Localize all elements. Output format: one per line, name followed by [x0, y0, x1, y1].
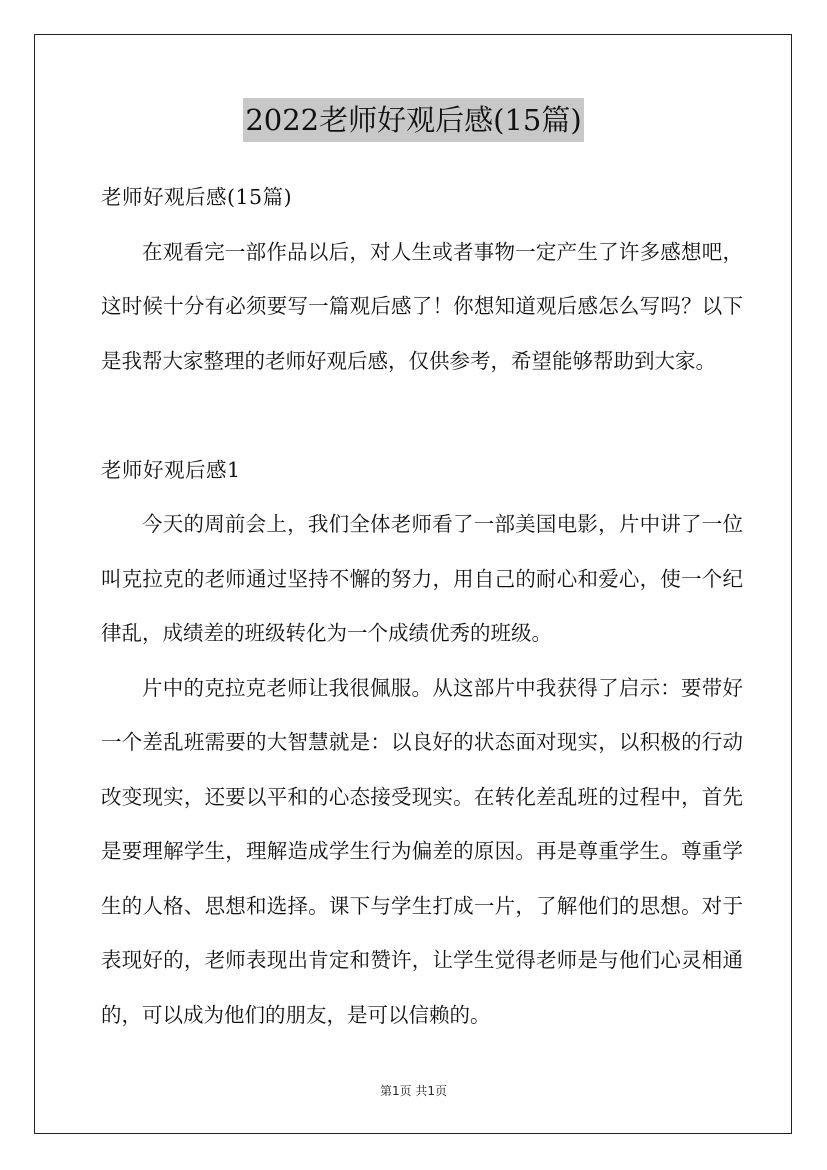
section-spacer [101, 388, 743, 443]
body-paragraph-1: 今天的周前会上，我们全体老师看了一部美国电影，片中讲了一位叫克拉克的老师通过坚持不懈的努力，用自己的耐心和爱心，使一个纪律乱，成绩差的班级转化为一个成绩优秀的班级。 [101, 512, 743, 645]
title-container [0, 98, 827, 142]
page-footer: 第1页 共1页 [379, 1084, 448, 1098]
intro-paragraph: 在观看完一部作品以后，对人生或者事物一定产生了许多感想吧，这时候十分有必须要写一篇观后感了！你想知道观后感怎么写吗？以下是我帮大家整理的老师好观后感，仅供参考，希望能够帮助到大家。 [101, 239, 743, 373]
document-subtitle: 老师好观后感(15篇) [101, 185, 293, 209]
document-body [101, 170, 743, 1042]
document-title: 2022老师好观后感(15篇) [243, 98, 583, 142]
section-heading: 老师好观后感1 [101, 457, 241, 482]
body-paragraph-2: 片中的克拉克老师让我很佩服。从这部片中我获得了启示：要带好一个差乱班需要的大智慧就是：以良好的状态面对现实，以积极的行动改变现实，还要以平和的心态接受现实。在转化差乱班的过程中，首先是要理解学生，理解造成学生行为偏差的原因。再是尊重学生。尊重学生的人格、思想和选择。课下与学生打成一片，了解他们的思想。对于表现好的，老师表现出肯定和赞许，让学生觉得老师是与他们心灵相通的，可以成为他们的朋友，是可以信赖的。 [101, 675, 743, 1027]
